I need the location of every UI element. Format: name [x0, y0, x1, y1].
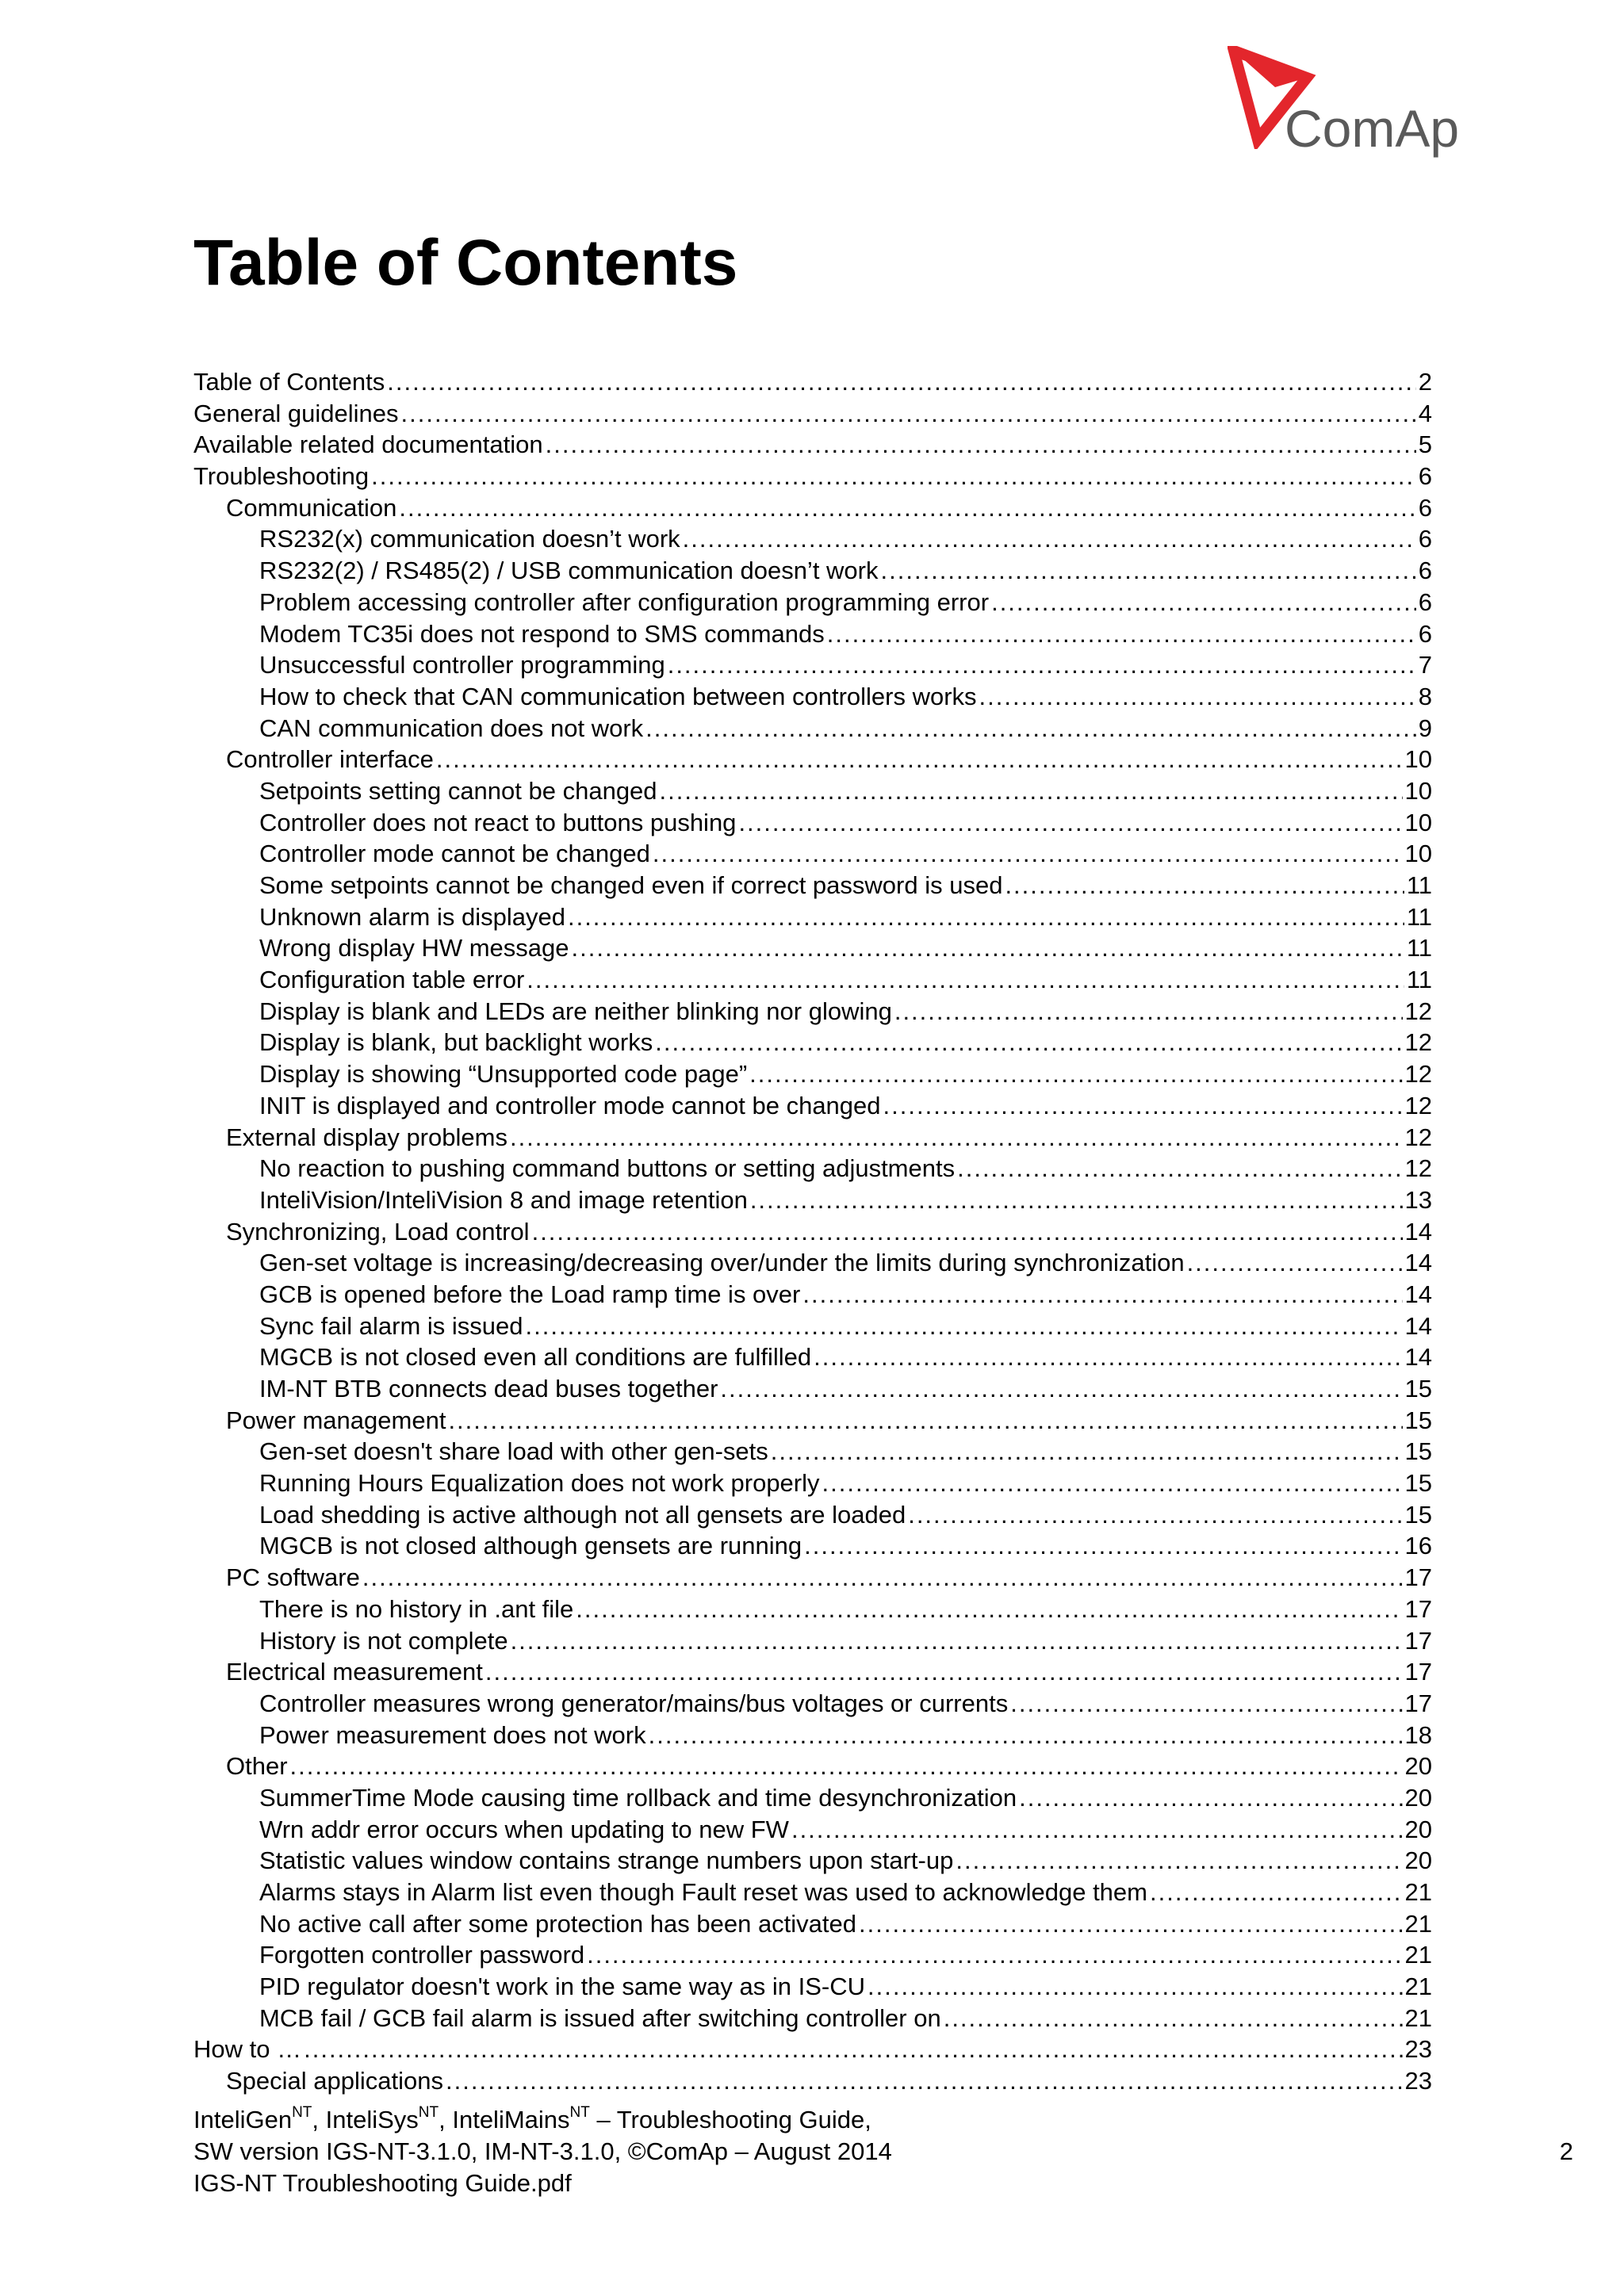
toc-entry-title: Setpoints setting cannot be changed: [259, 776, 657, 805]
toc-entry[interactable]: [193, 2003, 1432, 2034]
toc-entry[interactable]: [193, 901, 1432, 933]
toc-dot-leader: [371, 461, 1416, 492]
toc-entry[interactable]: [193, 1153, 1432, 1184]
toc-dot-leader: [401, 398, 1416, 430]
toc-dot-leader: [1010, 1688, 1402, 1720]
toc-dot-leader: [791, 1814, 1403, 1846]
footer-version-line: SW version IGS-NT-3.1.0, IM-NT-3.1.0, ©ComAp – August 2014: [193, 2137, 892, 2165]
toc-entry-title: CAN communication does not work: [259, 714, 644, 742]
toc-entry[interactable]: [193, 1908, 1432, 1940]
toc-entry-page: 10: [1404, 840, 1432, 868]
toc-entry[interactable]: [193, 1720, 1432, 1751]
toc-dot-leader: [485, 1656, 1403, 1688]
toc-entry-page: 10: [1404, 808, 1432, 836]
toc-entry-title: PC software: [226, 1563, 360, 1592]
toc-entry[interactable]: [193, 1877, 1432, 1908]
toc-entry-title: General guidelines: [193, 399, 399, 427]
toc-dot-leader: [749, 1058, 1402, 1090]
toc-entry[interactable]: [193, 461, 1432, 492]
toc-dot-leader: [653, 838, 1403, 870]
toc-entry-title: There is no history in .ant file: [259, 1594, 574, 1623]
toc-dot-leader: [804, 1530, 1402, 1562]
toc-entry-page: 20: [1404, 1783, 1432, 1812]
toc-dot-leader: [526, 1311, 1403, 1342]
toc-dot-leader: [645, 713, 1416, 744]
toc-dot-leader: [304, 2034, 1402, 2065]
toc-entry-page: 20: [1404, 1752, 1432, 1781]
toc-entry[interactable]: [193, 838, 1432, 870]
toc-entry-title: Configuration table error: [259, 966, 525, 994]
footer-product-line: [193, 2104, 1573, 2136]
toc-entry-title: Power management: [226, 1406, 446, 1434]
toc-dot-leader: [802, 1279, 1402, 1311]
toc-entry-title: MCB fail / GCB fail alarm is issued after switching controller on: [259, 2003, 941, 2032]
toc-dot-leader: [750, 1184, 1403, 1216]
toc-entry[interactable]: [193, 1656, 1432, 1688]
toc-dot-leader: [1005, 870, 1404, 901]
toc-entry-page: 21: [1404, 1973, 1432, 2001]
toc-entry[interactable]: [193, 587, 1432, 618]
toc-entry-title: Display is blank, but backlight works: [259, 1028, 653, 1057]
toc-entry-page: 21: [1404, 1941, 1432, 1969]
toc-entry[interactable]: [193, 1436, 1432, 1468]
toc-entry[interactable]: [193, 1216, 1432, 1248]
toc-entry[interactable]: [193, 429, 1432, 461]
toc-entry-title: Synchronizing, Load control: [226, 1217, 530, 1246]
toc-entry-title: Troubleshooting: [193, 462, 370, 491]
page-footer: [193, 2104, 1573, 2199]
toc-dot-leader: [814, 1341, 1402, 1373]
toc-entry-page: 10: [1404, 776, 1432, 805]
toc-entry-page: 8: [1418, 682, 1432, 710]
toc-entry-page: 11: [1406, 902, 1432, 931]
toc-entry-page: 12: [1404, 1123, 1432, 1151]
toc-dot-leader: [546, 429, 1416, 461]
toc-entry[interactable]: [193, 1311, 1432, 1342]
toc-entry-page: 11: [1406, 934, 1432, 962]
toc-entry[interactable]: [193, 366, 1432, 398]
toc-entry[interactable]: [193, 1341, 1432, 1373]
toc-entry-page: 18: [1404, 1720, 1432, 1749]
toc-entry[interactable]: [193, 1279, 1432, 1311]
toc-entry-title: Gen-set voltage is increasing/decreasing over/under the limits during synchronization: [259, 1249, 1185, 1277]
toc-entry-page: 14: [1404, 1280, 1432, 1308]
toc-entry[interactable]: [193, 1594, 1432, 1625]
toc-entry-title: Running Hours Equalization does not work properly: [259, 1469, 820, 1498]
toc-entry-title: Electrical measurement: [226, 1658, 483, 1686]
footer-sup-1: NT: [292, 2104, 312, 2121]
toc-entry-title: INIT is displayed and controller mode cannot be changed: [259, 1091, 881, 1119]
toc-entry[interactable]: [193, 1468, 1432, 1499]
toc-entry[interactable]: [193, 1090, 1432, 1122]
footer-sup-2: NT: [418, 2104, 439, 2121]
toc-entry-page: 23: [1404, 2067, 1432, 2095]
toc-entry-title: SummerTime Mode causing time rollback and time desynchronization: [259, 1783, 1017, 1812]
toc-dot-leader: [683, 523, 1416, 555]
toc-entry-title: No reaction to pushing command buttons or setting adjustments: [259, 1154, 956, 1183]
toc-entry[interactable]: [193, 775, 1432, 807]
toc-entry-page: 17: [1404, 1563, 1432, 1592]
toc-entry-title: Sync fail alarm is issued: [259, 1311, 523, 1340]
toc-dot-leader: [868, 1971, 1403, 2003]
toc-dot-leader: [956, 1845, 1402, 1877]
toc-entry[interactable]: [193, 1373, 1432, 1405]
footer-sup-3: NT: [569, 2104, 590, 2121]
toc-dot-leader: [387, 366, 1415, 398]
footer-product-4: – Troubleshooting Guide,: [589, 2106, 871, 2133]
toc-entry-title: GCB is opened before the Load ramp time is over: [259, 1280, 801, 1308]
toc-entry[interactable]: [193, 964, 1432, 996]
toc-entry-title: How to …: [193, 2035, 302, 2064]
toc-dot-leader: [908, 1499, 1402, 1531]
toc-entry-page: 12: [1404, 1091, 1432, 1119]
toc-entry[interactable]: [193, 523, 1432, 555]
toc-entry-page: 12: [1404, 1154, 1432, 1183]
toc-entry-page: 17: [1404, 1626, 1432, 1655]
toc-dot-leader: [660, 775, 1403, 807]
toc-dot-leader: [822, 1468, 1403, 1499]
toc-entry[interactable]: [193, 1939, 1432, 1971]
toc-entry[interactable]: [193, 1814, 1432, 1846]
toc-entry-title: Modem TC35i does not respond to SMS commands: [259, 619, 825, 648]
toc-entry[interactable]: [193, 618, 1432, 650]
toc-entry-page: 20: [1404, 1815, 1432, 1843]
toc-entry[interactable]: [193, 492, 1432, 524]
toc-dot-leader: [738, 807, 1402, 839]
toc-dot-leader: [436, 744, 1403, 775]
toc-dot-leader: [290, 1751, 1403, 1782]
toc-entry-page: 6: [1418, 462, 1432, 491]
toc-entry[interactable]: [193, 744, 1432, 775]
toc-entry-page: 14: [1404, 1311, 1432, 1340]
toc-entry-page: 20: [1404, 1846, 1432, 1875]
toc-entry-title: Problem accessing controller after configuration programming error: [259, 587, 990, 616]
toc-entry-title: RS232(x) communication doesn’t work: [259, 525, 680, 553]
toc-entry-title: Wrong display HW message: [259, 934, 569, 962]
toc-dot-leader: [527, 964, 1404, 996]
toc-entry-page: 15: [1404, 1469, 1432, 1498]
toc-entry-title: Display is blank and LEDs are neither blinking nor glowing: [259, 997, 892, 1025]
comap-logo: [1228, 46, 1481, 173]
toc-dot-leader: [827, 618, 1416, 650]
toc-entry[interactable]: [193, 713, 1432, 744]
toc-entry-page: 14: [1404, 1217, 1432, 1246]
toc-entry-page: 15: [1404, 1406, 1432, 1434]
toc-entry-page: 12: [1404, 1060, 1432, 1089]
toc-entry-page: 11: [1406, 966, 1432, 994]
toc-entry-title: Statistic values window contains strange numbers upon start-up: [259, 1846, 954, 1875]
toc-entry[interactable]: [193, 398, 1432, 430]
toc-entry[interactable]: [193, 1688, 1432, 1720]
toc-entry-page: 21: [1404, 2003, 1432, 2032]
toc-entry-page: 15: [1404, 1500, 1432, 1529]
toc-entry-page: 15: [1404, 1375, 1432, 1402]
toc-entry-page: 11: [1406, 871, 1432, 899]
toc-entry-page: 5: [1418, 430, 1432, 459]
toc-entry-page: 6: [1418, 557, 1432, 585]
toc-entry[interactable]: [193, 870, 1432, 901]
toc-entry[interactable]: [193, 2034, 1432, 2065]
table-of-contents: [193, 366, 1432, 2097]
toc-entry-title: Unknown alarm is displayed: [259, 902, 565, 931]
toc-dot-leader: [720, 1373, 1402, 1405]
logo-text: ComAp: [1285, 99, 1460, 158]
toc-dot-leader: [587, 1939, 1402, 1971]
toc-dot-leader: [991, 587, 1416, 618]
toc-entry-page: 2: [1418, 368, 1432, 396]
toc-entry[interactable]: [193, 1562, 1432, 1594]
toc-dot-leader: [957, 1153, 1402, 1184]
toc-entry-title: Controller does not react to buttons pushing: [259, 808, 737, 836]
toc-entry[interactable]: [193, 1530, 1432, 1562]
toc-dot-leader: [979, 681, 1416, 713]
toc-entry[interactable]: [193, 807, 1432, 839]
toc-entry-title: Communication: [226, 493, 397, 522]
page-title: Table of Contents: [193, 227, 738, 299]
toc-dot-leader: [511, 1625, 1403, 1657]
toc-entry-title: Controller measures wrong generator/mains/bus voltages or currents: [259, 1689, 1009, 1717]
toc-entry[interactable]: [193, 996, 1432, 1027]
toc-entry-title: History is not complete: [259, 1626, 508, 1655]
toc-dot-leader: [649, 1720, 1403, 1751]
toc-entry-page: 21: [1404, 1878, 1432, 1906]
toc-entry[interactable]: [193, 1971, 1432, 2003]
toc-entry[interactable]: [193, 649, 1432, 681]
toc-entry-title: Some setpoints cannot be changed even if correct password is used: [259, 871, 1003, 899]
toc-entry-title: InteliVision/InteliVision 8 and image retention: [259, 1185, 748, 1214]
toc-dot-leader: [883, 1090, 1403, 1122]
toc-entry[interactable]: [193, 681, 1432, 713]
toc-entry-page: 16: [1404, 1532, 1432, 1560]
toc-dot-leader: [399, 492, 1415, 524]
toc-entry-page: 17: [1404, 1594, 1432, 1623]
toc-entry-page: 6: [1418, 525, 1432, 553]
toc-entry-title: Available related documentation: [193, 430, 543, 459]
toc-dot-leader: [576, 1594, 1402, 1625]
toc-dot-leader: [655, 1027, 1402, 1058]
toc-entry-page: 21: [1404, 1909, 1432, 1938]
toc-dot-leader: [1187, 1247, 1403, 1279]
footer-page-number: 2: [1559, 2137, 1573, 2165]
toc-entry-title: How to check that CAN communication between controllers works: [259, 682, 977, 710]
toc-entry-page: 23: [1404, 2035, 1432, 2064]
toc-entry-page: 13: [1404, 1185, 1432, 1214]
toc-entry-title: Other: [226, 1752, 288, 1781]
toc-entry-page: 12: [1404, 1028, 1432, 1057]
toc-dot-leader: [859, 1908, 1402, 1940]
toc-dot-leader: [668, 649, 1416, 681]
toc-entry-page: 6: [1418, 619, 1432, 648]
toc-entry[interactable]: [193, 1782, 1432, 1814]
toc-dot-leader: [362, 1562, 1403, 1594]
toc-entry-title: MGCB is not closed although gensets are running: [259, 1532, 802, 1560]
toc-entry-title: Unsuccessful controller programming: [259, 651, 665, 679]
toc-entry-title: No active call after some protection has been activated: [259, 1909, 857, 1938]
toc-entry[interactable]: [193, 1027, 1432, 1058]
toc-entry-page: 9: [1418, 714, 1432, 742]
toc-dot-leader: [572, 932, 1404, 964]
toc-entry[interactable]: [193, 932, 1432, 964]
toc-entry[interactable]: [193, 1845, 1432, 1877]
toc-entry-title: Controller interface: [226, 745, 434, 774]
toc-entry[interactable]: [193, 555, 1432, 587]
toc-entry-title: Wrn addr error occurs when updating to new FW: [259, 1815, 789, 1843]
toc-entry-title: Gen-set doesn't share load with other gen-sets: [259, 1437, 768, 1466]
toc-dot-leader: [894, 996, 1403, 1027]
toc-entry-page: 17: [1404, 1658, 1432, 1686]
toc-entry-title: External display problems: [226, 1123, 508, 1151]
footer-product-3: , InteliMains: [439, 2106, 570, 2133]
toc-entry-page: 10: [1404, 745, 1432, 774]
toc-dot-leader: [771, 1436, 1403, 1468]
toc-entry-title: Forgotten controller password: [259, 1941, 585, 1969]
footer-filename-line: IGS-NT Troubleshooting Guide.pdf: [193, 2169, 572, 2197]
toc-entry-page: 12: [1404, 997, 1432, 1025]
toc-entry[interactable]: [193, 1405, 1432, 1437]
toc-dot-leader: [448, 1405, 1402, 1437]
toc-entry-page: 15: [1404, 1437, 1432, 1466]
toc-entry-page: 4: [1418, 399, 1432, 427]
toc-entry[interactable]: [193, 1058, 1432, 1090]
toc-entry-title: PID regulator doesn't work in the same way as in IS-CU: [259, 1973, 866, 2001]
toc-entry-title: RS232(2) / RS485(2) / USB communication doesn’t work: [259, 557, 879, 585]
toc-entry[interactable]: [193, 2065, 1432, 2097]
toc-entry-page: 6: [1418, 493, 1432, 522]
footer-product-2: , InteliSys: [312, 2106, 419, 2133]
toc-entry-title: Power measurement does not work: [259, 1720, 646, 1749]
toc-entry-page: 17: [1404, 1689, 1432, 1717]
toc-entry-page: 7: [1418, 651, 1432, 679]
toc-entry-page: 6: [1418, 587, 1432, 616]
toc-entry[interactable]: [193, 1184, 1432, 1216]
toc-entry[interactable]: [193, 1625, 1432, 1657]
toc-dot-leader: [881, 555, 1416, 587]
toc-dot-leader: [944, 2003, 1403, 2034]
toc-dot-leader: [568, 901, 1404, 933]
toc-entry-title: Special applications: [226, 2067, 444, 2095]
toc-entry-title: Table of Contents: [193, 368, 385, 396]
toc-entry-title: MGCB is not closed even all conditions are fulfilled: [259, 1343, 812, 1372]
toc-entry-title: Controller mode cannot be changed: [259, 840, 650, 868]
toc-dot-leader: [532, 1216, 1403, 1248]
toc-dot-leader: [1150, 1877, 1403, 1908]
toc-entry-title: Alarms stays in Alarm list even though Fault reset was used to acknowledge them: [259, 1878, 1147, 1906]
toc-entry-title: Display is showing “Unsupported code page”: [259, 1060, 748, 1089]
footer-product-1: InteliGen: [193, 2106, 293, 2133]
toc-entry[interactable]: [193, 1122, 1432, 1154]
toc-entry[interactable]: [193, 1499, 1432, 1531]
toc-entry[interactable]: [193, 1751, 1432, 1782]
toc-dot-leader: [1019, 1782, 1402, 1814]
toc-entry-page: 14: [1404, 1343, 1432, 1372]
toc-dot-leader: [446, 2065, 1403, 2097]
toc-entry-title: Load shedding is active although not all gensets are loaded: [259, 1500, 906, 1529]
toc-entry-page: 14: [1404, 1249, 1432, 1277]
toc-dot-leader: [510, 1122, 1403, 1154]
toc-entry[interactable]: [193, 1247, 1432, 1279]
toc-entry-title: IM-NT BTB connects dead buses together: [259, 1375, 718, 1402]
